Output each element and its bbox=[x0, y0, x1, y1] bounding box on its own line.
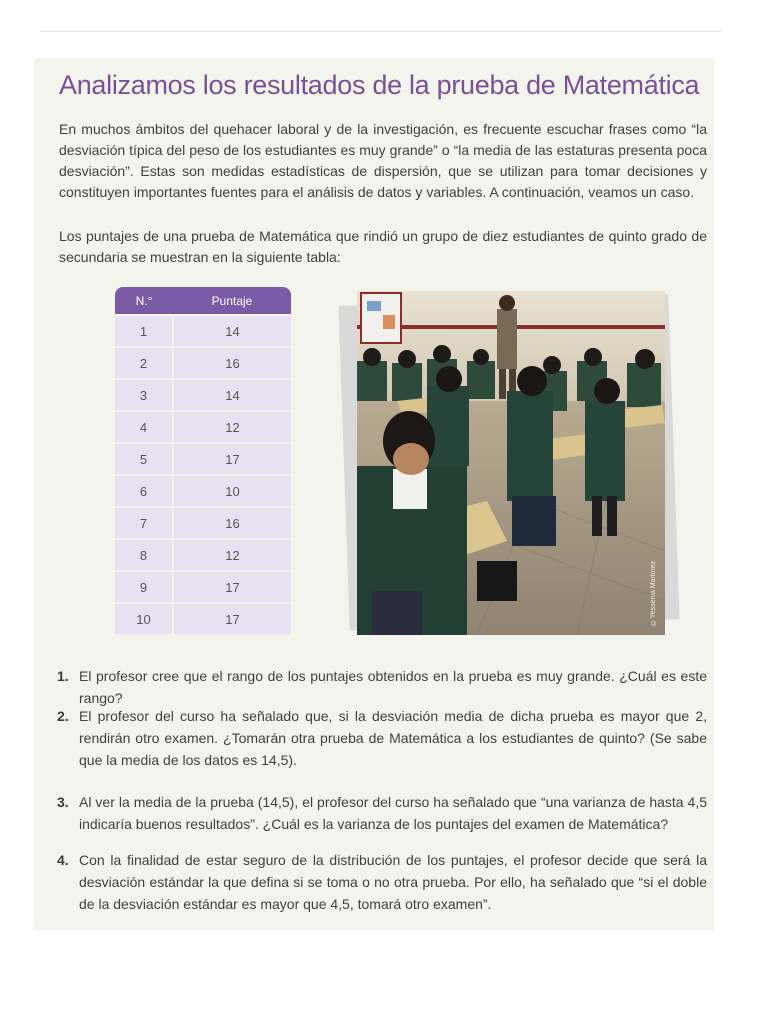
question-number: 1. bbox=[57, 668, 69, 684]
table-row bbox=[115, 475, 291, 507]
cell-number: 10 bbox=[115, 603, 173, 634]
question-text: El profesor del curso ha señalado que, si la desviación media de dicha prueba es mayor que 2, rendirán otro examen. ¿Tomarán otra prueba de Matemática a los estudiantes de quinto? (Se sabe que la media de los datos es 14,5). bbox=[79, 708, 707, 768]
table-row bbox=[115, 379, 291, 411]
top-divider bbox=[40, 31, 723, 32]
table-row bbox=[115, 315, 291, 347]
cell-number: 1 bbox=[115, 315, 173, 347]
question-text: Con la finalidad de estar seguro de la distribución de los puntajes, el profesor decide que será la desviación estándar la que defina si se toma o no otra prueba. Por ello, ha señalado que “si el doble de la desviación estándar es mayor que 4,5, tomará otro examen”. bbox=[79, 852, 707, 912]
question-number: 4. bbox=[57, 852, 69, 868]
table-row bbox=[115, 443, 291, 475]
question-1 bbox=[57, 665, 707, 709]
cell-number: 6 bbox=[115, 475, 173, 507]
cell-score: 17 bbox=[173, 443, 291, 475]
cell-score: 14 bbox=[173, 315, 291, 347]
cell-score: 16 bbox=[173, 347, 291, 379]
question-3 bbox=[57, 791, 707, 835]
table-row bbox=[115, 539, 291, 571]
table-row bbox=[115, 571, 291, 603]
cell-number: 9 bbox=[115, 571, 173, 603]
cell-score: 10 bbox=[173, 475, 291, 507]
scores-table bbox=[115, 287, 291, 634]
table-row bbox=[115, 507, 291, 539]
cell-number: 3 bbox=[115, 379, 173, 411]
table-row bbox=[115, 411, 291, 443]
cell-score: 14 bbox=[173, 379, 291, 411]
column-header-number: N.° bbox=[115, 287, 173, 315]
cell-number: 5 bbox=[115, 443, 173, 475]
cell-number: 4 bbox=[115, 411, 173, 443]
cell-score: 17 bbox=[173, 603, 291, 634]
intro-paragraph: En muchos ámbitos del quehacer laboral y de la investigación, es frecuente escuchar frases como “la desviación típica del peso de los estudiantes es muy grande” o “la media de las estaturas presenta poca desviación”. Estas son medidas estadísticas de dispersión, que se utilizan para tomar decisiones y constituyen importantes fuentes para el análisis de datos y variables. A continuación, veamos un caso. bbox=[59, 121, 707, 200]
question-4 bbox=[57, 849, 707, 915]
column-header-score: Puntaje bbox=[173, 287, 291, 315]
cell-score: 12 bbox=[173, 539, 291, 571]
page-title: Analizamos los resultados de la prueba de Matemática bbox=[59, 70, 700, 100]
question-2 bbox=[57, 705, 707, 771]
question-number: 3. bbox=[57, 794, 69, 810]
question-number: 2. bbox=[57, 708, 69, 724]
question-text: Al ver la media de la prueba (14,5), el profesor del curso ha señalado que “una varianza de hasta 4,5 indicaría buenos resultados”. ¿Cuál es la varianza de los puntajes del examen de Matemática? bbox=[79, 794, 707, 832]
classroom-illustration bbox=[357, 291, 665, 635]
question-text: El profesor cree que el rango de los puntajes obtenidos en la prueba es muy grande. ¿Cuál es este rango? bbox=[79, 668, 707, 706]
table-row bbox=[115, 347, 291, 379]
photo-credit: ©Yessenia Martínez bbox=[650, 560, 657, 625]
cell-number: 7 bbox=[115, 507, 173, 539]
table-row bbox=[115, 603, 291, 634]
cell-score: 12 bbox=[173, 411, 291, 443]
cell-number: 2 bbox=[115, 347, 173, 379]
cell-number: 8 bbox=[115, 539, 173, 571]
classroom-photo bbox=[357, 291, 665, 635]
context-paragraph: Los puntajes de una prueba de Matemática que rindió un grupo de diez estudiantes de quinto grado de secundaria se muestran en la siguiente tabla: bbox=[59, 228, 707, 265]
cell-score: 17 bbox=[173, 571, 291, 603]
table-header-row bbox=[115, 287, 291, 315]
cell-score: 16 bbox=[173, 507, 291, 539]
